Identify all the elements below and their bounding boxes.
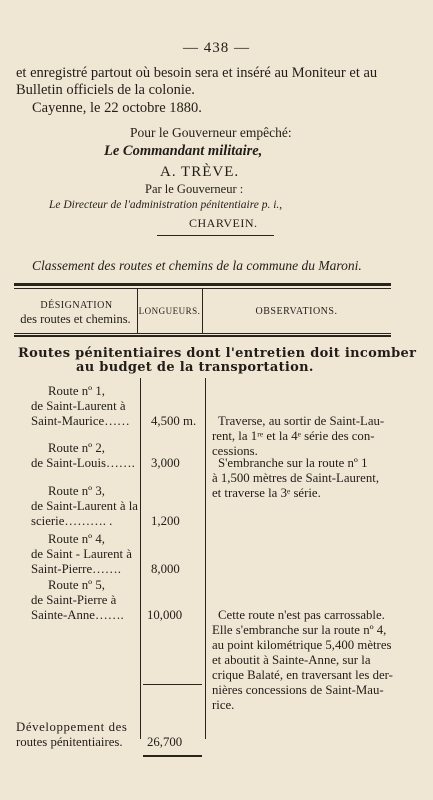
row-1-obs-2: rent, la 1ʳᵉ et la 4ᵉ série des con- [212,429,375,443]
row-5-obs-5: crique Balaté, en traversant les der- [212,668,393,682]
row-2-designation-1: Route nº 2, [48,441,105,455]
row-5-obs-2: Elle s'embranche sur la route nº 4, [212,623,387,637]
row-4-designation-1: Route nº 4, [48,532,105,546]
section-title-1: Routes pénitentiaires dont l'entretien doit incomber [18,346,417,361]
place-date: Cayenne, le 22 octobre 1880. [32,100,202,116]
total-label-2: routes pénitentiaires. [16,735,123,749]
row-3-designation-3: scierie………. . [31,514,113,528]
total-label-1: Développement des [16,720,128,734]
row-4-designation-3: Saint-Pierre……. [31,562,121,576]
page-number: — 438 — [183,40,250,56]
row-1-designation-1: Route nº 1, [48,384,105,398]
commandant-title: Le Commandant militaire, [104,143,263,159]
pour-gouverneur: Pour le Gouverneur empêché: [130,125,292,140]
row-2-obs-1: S'embranche sur la route nº 1 [218,456,368,470]
header-bottom-rule-thin [14,333,391,334]
row-1-longueur: 4,500 m. [151,414,197,428]
table-top-rule [14,283,391,286]
body-divider-2 [205,378,206,739]
table-title: Classement des routes et chemins de la commune du Maroni. [32,258,362,273]
directeur-title: Le Directeur de l'administration pénitentiaire p. i., [49,199,283,211]
row-5-designation-1: Route nº 5, [48,578,105,592]
row-4-designation-2: de Saint - Laurent à [31,547,132,561]
row-2-longueur: 3,000 [151,456,180,470]
total-value: 26,700 [147,735,183,749]
row-1-designation-2: de Saint-Laurent à [31,399,126,413]
directeur-name: CHARVEIN. [189,216,258,230]
row-2-obs-3: et traverse la 3ᵉ série. [212,486,321,500]
row-5-obs-7: rice. [212,698,235,712]
header-observations: OBSERVATIONS. [255,306,338,317]
row-1-obs-1: Traverse, au sortir de Saint-Lau- [218,414,385,428]
par-gouverneur: Par le Gouverneur : [145,182,244,196]
header-designation-1: DÉSIGNATION [40,300,113,311]
signature-rule [157,235,274,236]
intro-line-2: Bulletin officiels de la colonie. [16,82,195,98]
row-5-obs-3: au point kilométrique 5,400 mètres [212,638,392,652]
row-5-longueur: 10,000 [147,608,183,622]
row-3-designation-1: Route nº 3, [48,484,105,498]
row-3-longueur: 1,200 [151,514,180,528]
row-1-designation-3: Saint-Maurice…… [31,414,130,428]
row-5-designation-2: de Saint-Pierre à [31,593,117,607]
row-4-longueur: 8,000 [151,562,180,576]
header-designation-2: des routes et chemins. [20,312,131,326]
body-divider-1 [140,378,141,739]
row-5-designation-3: Sainte-Anne……. [31,608,124,622]
row-2-obs-2: à 1,500 mètres de Saint-Laurent, [212,471,380,485]
total-double-rule [143,755,202,757]
header-longueurs: LONGUEURS. [138,306,201,316]
intro-line-1: et enregistré partout où besoin sera et inséré au Moniteur et au [16,65,378,81]
row-1-obs-3: cessions. [212,444,258,458]
row-5-obs-4: et aboutit à Sainte-Anne, sur la [212,653,371,667]
total-sum-rule [143,684,202,685]
section-title-2: au budget de la transportation. [76,360,314,375]
row-5-obs-6: nières concessions de Saint-Mau- [212,683,384,697]
row-5-obs-1: Cette route n'est pas carrossable. [218,608,385,622]
header-bottom-rule [14,335,391,337]
row-2-designation-2: de Saint-Louis……. [31,456,135,470]
row-3-designation-2: de Saint-Laurent à la [31,499,138,513]
commandant-name: A. TRÈVE. [160,164,240,180]
